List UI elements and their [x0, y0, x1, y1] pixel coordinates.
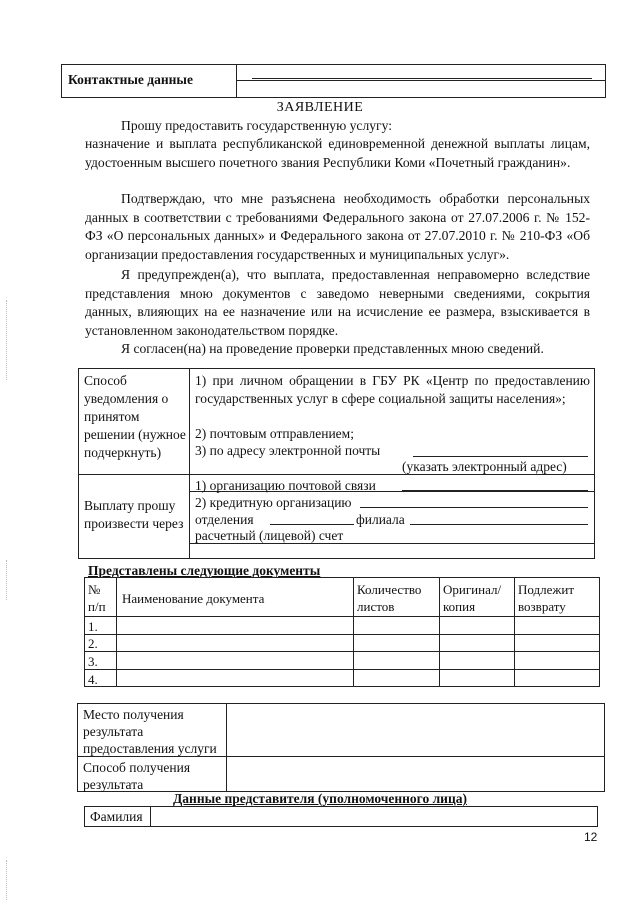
bank-blank [360, 507, 588, 508]
col-sheet-count: Количество листов [357, 582, 422, 614]
result-place-label: Место получения результата предоставления услуги [83, 707, 217, 756]
row-number: 2. [88, 636, 98, 651]
documents-title: Представлены следующие документы [88, 563, 321, 578]
row-number: 1. [88, 619, 98, 634]
scan-edge [6, 560, 7, 600]
col-return: Подлежит возврату [518, 582, 575, 614]
scan-edge [6, 300, 7, 380]
notify-option-in-person: 1) при личном обращении в ГБУ РК «Центр по предоставлению государственных услуг в сфере социальной защиты населения»; [195, 373, 590, 406]
verification-paragraph: Я согласен(на) на проведение проверки представленных мною сведений. [121, 341, 544, 356]
col-number: № п/п [88, 582, 106, 614]
notify-label: Способ уведомления о принятом решении (нужное подчеркнуть) [84, 373, 186, 460]
warning-paragraph: Я предупрежден(а), что выплата, предоставленная неправомерно вследствие представления мною документов с заведомо неверными сведениями, сокрытия данных, влияющих на ее назначение или на исчисление ее размера, взыскивается в установленном законодательством порядке. [85, 267, 590, 338]
col-document-name: Наименование документа [122, 591, 265, 606]
page-number: 12 [584, 830, 598, 844]
notify-option-email: 3) по адресу электронной почты [195, 443, 381, 458]
scan-edge [6, 860, 7, 900]
email-blank [413, 456, 588, 457]
email-hint: (указать электронный адрес) [402, 459, 567, 474]
row-number: 4. [88, 672, 98, 687]
branch-blank [270, 524, 354, 525]
filial-blank [410, 524, 588, 525]
surname-label: Фамилия [90, 809, 143, 824]
representative-title: Данные представителя (уполномоченного лица) [173, 791, 467, 806]
document-title: ЗАЯВЛЕНИЕ [276, 100, 364, 115]
filial-label: филиала [356, 512, 405, 527]
contact-label: Контактные данные [68, 72, 193, 87]
row-number: 3. [88, 654, 98, 669]
intro-lead: Прошу предоставить государственную услугу: [121, 118, 392, 133]
post-blank [402, 490, 588, 491]
payment-option-post: 1) организацию почтовой связи [195, 478, 376, 493]
payment-label: Выплату прошу произвести через [84, 498, 184, 531]
account-label: расчетный (лицевой) счет [195, 528, 344, 543]
consent-paragraph: Подтверждаю, что мне разъяснена необходимость обработки персональных данных в соответствии с требованиями Федерального закона от 27.07.2006 г. № 152-ФЗ «О персональных данных» и Федерального закона от 27.07.2010 г. № 210-ФЗ «Об организации предоставления государственных и муниципальных услуг». [85, 191, 590, 262]
intro-service: назначение и выплата республиканской единовременной денежной выплаты лицам, удостоенным высшего почетного звания Республики Коми «Почетный гражданин». [85, 136, 590, 170]
branch-label: отделения [195, 512, 254, 527]
result-method-label: Способ получения результата [83, 760, 191, 792]
payment-option-bank: 2) кредитную организацию [195, 495, 352, 510]
notify-option-mail: 2) почтовым отправлением; [195, 426, 354, 441]
col-original-copy: Оригинал/копия [443, 582, 502, 614]
